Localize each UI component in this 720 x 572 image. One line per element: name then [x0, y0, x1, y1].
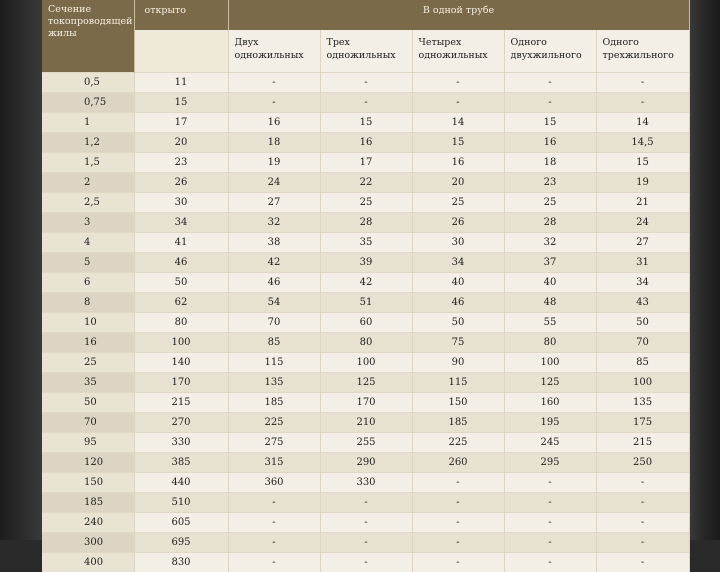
cell-three-single: 80: [320, 333, 412, 353]
cell-section: 240: [42, 513, 134, 533]
cell-three-single: 100: [320, 353, 412, 373]
cell-four-single: 260: [412, 453, 504, 473]
cell-one-three-core: 43: [596, 293, 689, 313]
cell-three-single: 35: [320, 233, 412, 253]
cell-one-two-core: 32: [504, 233, 596, 253]
cell-one-two-core: -: [504, 513, 596, 533]
cell-section: 50: [42, 393, 134, 413]
cell-three-single: -: [320, 93, 412, 113]
cell-two-single: -: [228, 93, 320, 113]
cell-one-three-core: -: [596, 93, 689, 113]
cell-one-two-core: 15: [504, 113, 596, 133]
cell-open: 215: [134, 393, 228, 413]
cell-three-single: 22: [320, 173, 412, 193]
cell-section: 1,2: [42, 133, 134, 153]
cell-four-single: -: [412, 533, 504, 553]
cell-one-two-core: 100: [504, 353, 596, 373]
cell-four-single: 115: [412, 373, 504, 393]
table-row: [42, 293, 689, 313]
cell-section: 25: [42, 353, 134, 373]
cell-four-single: -: [412, 553, 504, 572]
cell-three-single: -: [320, 513, 412, 533]
cell-one-three-core: -: [596, 73, 689, 93]
cell-one-two-core: 48: [504, 293, 596, 313]
cell-two-single: 42: [228, 253, 320, 273]
cell-open: 30: [134, 193, 228, 213]
header-three-single-core: Трех одножильных: [320, 30, 412, 73]
header-open-laying: открыто: [134, 0, 228, 30]
header-two-single-core: Двух одножильных: [228, 30, 320, 73]
table-row: [42, 553, 689, 572]
table-row: [42, 273, 689, 293]
cell-one-three-core: 15: [596, 153, 689, 173]
table-row: [42, 453, 689, 473]
cell-one-two-core: 25: [504, 193, 596, 213]
table-row: [42, 253, 689, 273]
cell-one-two-core: 28: [504, 213, 596, 233]
cell-one-three-core: 14,5: [596, 133, 689, 153]
cell-four-single: 26: [412, 213, 504, 233]
cell-section: 95: [42, 433, 134, 453]
cell-four-single: -: [412, 513, 504, 533]
cell-open: 385: [134, 453, 228, 473]
cell-three-single: -: [320, 493, 412, 513]
cell-section: 16: [42, 333, 134, 353]
cell-two-single: 27: [228, 193, 320, 213]
cell-two-single: 225: [228, 413, 320, 433]
cell-three-single: -: [320, 73, 412, 93]
cell-one-three-core: 31: [596, 253, 689, 273]
header-one-two-core: Одного двухжильного: [504, 30, 596, 73]
cell-section: 185: [42, 493, 134, 513]
cell-two-single: 38: [228, 233, 320, 253]
cell-one-two-core: 37: [504, 253, 596, 273]
cell-three-single: 42: [320, 273, 412, 293]
cell-one-three-core: 135: [596, 393, 689, 413]
cell-section: 300: [42, 533, 134, 553]
cell-two-single: 275: [228, 433, 320, 453]
cell-one-three-core: 100: [596, 373, 689, 393]
cell-three-single: 16: [320, 133, 412, 153]
cell-three-single: 60: [320, 313, 412, 333]
cell-one-three-core: -: [596, 533, 689, 553]
cell-two-single: -: [228, 493, 320, 513]
cell-open: 270: [134, 413, 228, 433]
cell-one-two-core: -: [504, 93, 596, 113]
cell-section: 10: [42, 313, 134, 333]
cell-open: 695: [134, 533, 228, 553]
cell-four-single: -: [412, 93, 504, 113]
header-in-one-tube: В одной трубе: [228, 0, 689, 30]
cell-one-three-core: 34: [596, 273, 689, 293]
cell-open: 62: [134, 293, 228, 313]
cell-section: 0,75: [42, 93, 134, 113]
cell-three-single: 125: [320, 373, 412, 393]
cell-one-two-core: 40: [504, 273, 596, 293]
table-row: [42, 113, 689, 133]
cell-one-two-core: -: [504, 533, 596, 553]
table-body: [42, 73, 689, 572]
cell-section: 8: [42, 293, 134, 313]
cell-section: 120: [42, 453, 134, 473]
cell-four-single: -: [412, 473, 504, 493]
cell-one-three-core: 27: [596, 233, 689, 253]
cell-two-single: 46: [228, 273, 320, 293]
cell-section: 6: [42, 273, 134, 293]
cell-one-two-core: -: [504, 553, 596, 572]
cell-two-single: 18: [228, 133, 320, 153]
cell-one-three-core: 24: [596, 213, 689, 233]
cell-two-single: 315: [228, 453, 320, 473]
current-capacity-table-container: [42, 0, 689, 540]
cell-open: 80: [134, 313, 228, 333]
cell-open: 830: [134, 553, 228, 572]
cell-two-single: 185: [228, 393, 320, 413]
cell-four-single: -: [412, 493, 504, 513]
cell-open: 20: [134, 133, 228, 153]
cell-open: 15: [134, 93, 228, 113]
cell-three-single: 170: [320, 393, 412, 413]
cell-one-two-core: -: [504, 73, 596, 93]
cell-section: 0,5: [42, 73, 134, 93]
cell-section: 150: [42, 473, 134, 493]
cell-one-three-core: 21: [596, 193, 689, 213]
cell-open: 34: [134, 213, 228, 233]
cell-two-single: 32: [228, 213, 320, 233]
table-row: [42, 173, 689, 193]
cell-one-three-core: 215: [596, 433, 689, 453]
cell-three-single: -: [320, 553, 412, 572]
cell-one-two-core: 16: [504, 133, 596, 153]
cell-section: 400: [42, 553, 134, 572]
cell-four-single: 30: [412, 233, 504, 253]
cell-one-two-core: 80: [504, 333, 596, 353]
cell-one-two-core: 195: [504, 413, 596, 433]
cell-four-single: 90: [412, 353, 504, 373]
header-four-single-core: Четырех одножильных: [412, 30, 504, 73]
table-row: [42, 353, 689, 373]
table-row: [42, 73, 689, 93]
cell-one-two-core: 18: [504, 153, 596, 173]
cell-four-single: 40: [412, 273, 504, 293]
cell-two-single: 16: [228, 113, 320, 133]
cell-two-single: 360: [228, 473, 320, 493]
cell-section: 2,5: [42, 193, 134, 213]
cell-section: 4: [42, 233, 134, 253]
cell-two-single: -: [228, 513, 320, 533]
cell-open: 26: [134, 173, 228, 193]
table-row: [42, 533, 689, 553]
slide-frame-left: [0, 0, 42, 540]
cell-four-single: 25: [412, 193, 504, 213]
cell-four-single: 185: [412, 413, 504, 433]
cell-three-single: 15: [320, 113, 412, 133]
cell-section: 70: [42, 413, 134, 433]
cell-one-two-core: 125: [504, 373, 596, 393]
header-open-blank: [134, 30, 228, 73]
cell-one-three-core: -: [596, 553, 689, 572]
cell-one-two-core: -: [504, 473, 596, 493]
cell-four-single: 16: [412, 153, 504, 173]
cell-two-single: 115: [228, 353, 320, 373]
table-row: [42, 313, 689, 333]
cell-open: 41: [134, 233, 228, 253]
cell-section: 2: [42, 173, 134, 193]
cell-open: 23: [134, 153, 228, 173]
cell-one-two-core: 245: [504, 433, 596, 453]
cell-open: 100: [134, 333, 228, 353]
cell-three-single: 17: [320, 153, 412, 173]
cell-two-single: 19: [228, 153, 320, 173]
cell-two-single: 24: [228, 173, 320, 193]
cell-three-single: 255: [320, 433, 412, 453]
table-row: [42, 513, 689, 533]
cell-open: 11: [134, 73, 228, 93]
header-conductor-section: Сечение токопроводящей жилы: [42, 0, 134, 73]
cell-four-single: 14: [412, 113, 504, 133]
cell-open: 170: [134, 373, 228, 393]
cell-one-three-core: 175: [596, 413, 689, 433]
cell-one-three-core: -: [596, 493, 689, 513]
current-capacity-table: [42, 0, 690, 572]
cell-open: 140: [134, 353, 228, 373]
cell-three-single: 290: [320, 453, 412, 473]
table-row: [42, 493, 689, 513]
table-row: [42, 193, 689, 213]
cell-open: 510: [134, 493, 228, 513]
cell-two-single: -: [228, 553, 320, 572]
cell-one-three-core: 85: [596, 353, 689, 373]
cell-three-single: 51: [320, 293, 412, 313]
table-header: [42, 0, 689, 73]
table-row: [42, 433, 689, 453]
table-row: [42, 393, 689, 413]
cell-one-three-core: 50: [596, 313, 689, 333]
table-row: [42, 133, 689, 153]
cell-four-single: 225: [412, 433, 504, 453]
cell-open: 46: [134, 253, 228, 273]
cell-three-single: -: [320, 533, 412, 553]
table-row: [42, 93, 689, 113]
cell-open: 50: [134, 273, 228, 293]
table-row: [42, 373, 689, 393]
cell-four-single: 20: [412, 173, 504, 193]
cell-open: 330: [134, 433, 228, 453]
cell-one-two-core: 160: [504, 393, 596, 413]
cell-four-single: -: [412, 73, 504, 93]
slide-frame-right: [689, 0, 720, 540]
cell-four-single: 46: [412, 293, 504, 313]
cell-section: 3: [42, 213, 134, 233]
cell-one-two-core: 295: [504, 453, 596, 473]
table-row: [42, 473, 689, 493]
cell-section: 1: [42, 113, 134, 133]
header-one-three-core: Одного трехжильного: [596, 30, 689, 73]
table-row: [42, 333, 689, 353]
cell-three-single: 25: [320, 193, 412, 213]
cell-one-three-core: -: [596, 473, 689, 493]
cell-one-three-core: 250: [596, 453, 689, 473]
cell-three-single: 28: [320, 213, 412, 233]
cell-four-single: 150: [412, 393, 504, 413]
cell-open: 17: [134, 113, 228, 133]
cell-three-single: 39: [320, 253, 412, 273]
cell-open: 605: [134, 513, 228, 533]
cell-two-single: 85: [228, 333, 320, 353]
cell-one-three-core: 70: [596, 333, 689, 353]
cell-two-single: -: [228, 73, 320, 93]
cell-three-single: 210: [320, 413, 412, 433]
cell-two-single: 54: [228, 293, 320, 313]
cell-one-two-core: -: [504, 493, 596, 513]
table-row: [42, 413, 689, 433]
cell-two-single: 70: [228, 313, 320, 333]
cell-one-two-core: 55: [504, 313, 596, 333]
cell-one-three-core: 14: [596, 113, 689, 133]
cell-two-single: 135: [228, 373, 320, 393]
cell-two-single: -: [228, 533, 320, 553]
table-row: [42, 233, 689, 253]
cell-one-two-core: 23: [504, 173, 596, 193]
table-row: [42, 213, 689, 233]
cell-section: 5: [42, 253, 134, 273]
cell-four-single: 50: [412, 313, 504, 333]
cell-section: 1,5: [42, 153, 134, 173]
cell-section: 35: [42, 373, 134, 393]
cell-three-single: 330: [320, 473, 412, 493]
cell-four-single: 34: [412, 253, 504, 273]
cell-four-single: 15: [412, 133, 504, 153]
cell-open: 440: [134, 473, 228, 493]
table-row: [42, 153, 689, 173]
cell-one-three-core: 19: [596, 173, 689, 193]
cell-one-three-core: -: [596, 513, 689, 533]
cell-four-single: 75: [412, 333, 504, 353]
